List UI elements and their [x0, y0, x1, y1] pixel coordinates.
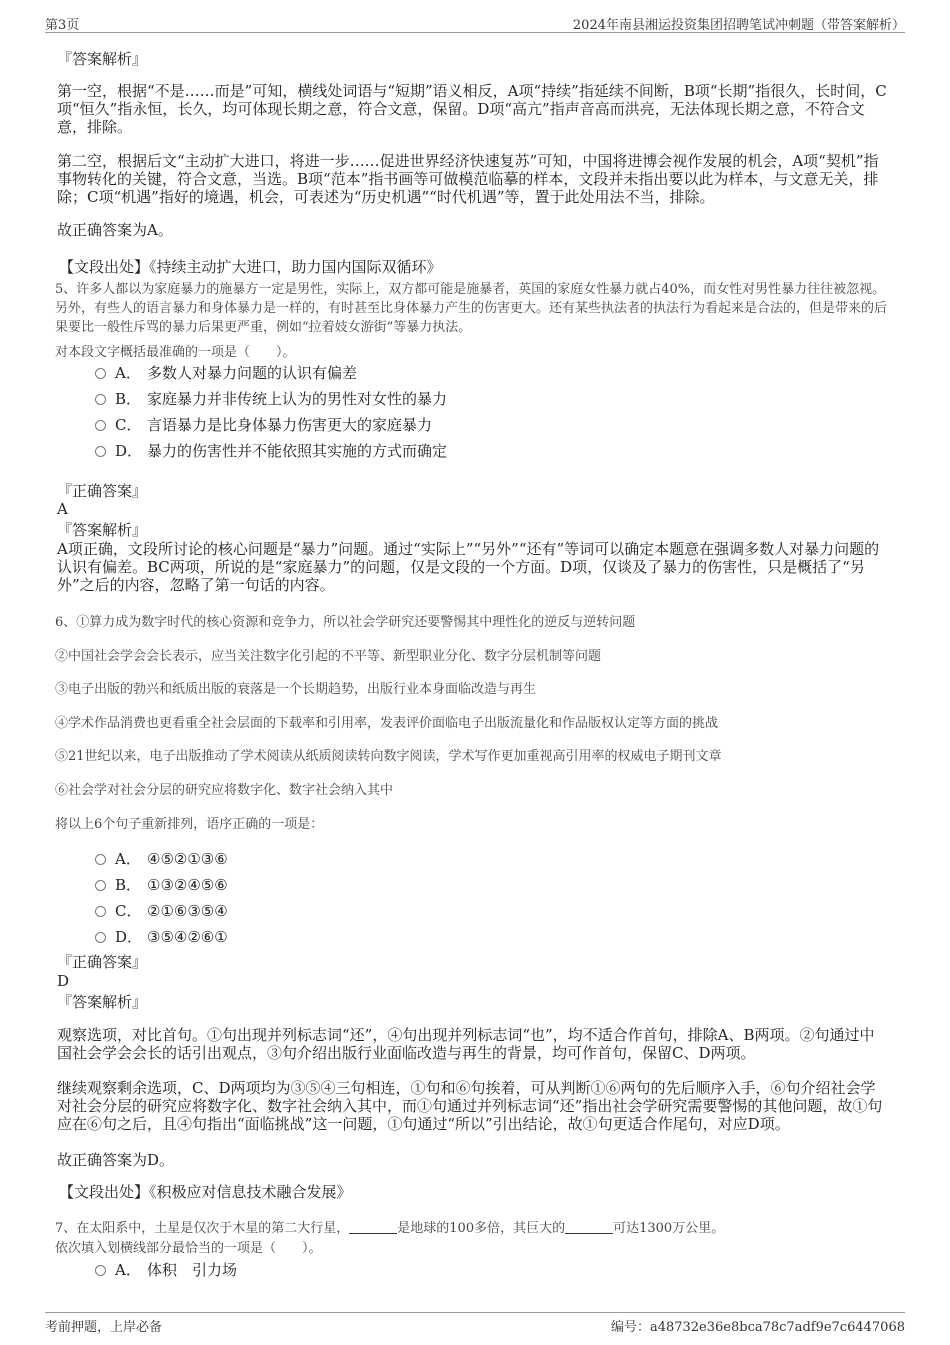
q4-source: 【文段出处】《持续主动扩大进口，助力国内国际双循环》: [59, 258, 442, 276]
radio-icon[interactable]: [95, 368, 106, 379]
radio-icon[interactable]: [95, 394, 106, 405]
q6-sentence-3: ③电子出版的勃兴和纸质出版的衰落是一个长期趋势，出版行业本身面临改造与再生: [55, 682, 537, 697]
q7-option-a[interactable]: A． 体积 引力场: [95, 1259, 237, 1279]
footer-slogan: 考前押题，上岸必备: [45, 1320, 163, 1335]
q6-answer-heading: 『正确答案』: [57, 953, 148, 971]
q6-option-c[interactable]: C． ②①⑥③⑤④: [95, 900, 228, 920]
blank-2: [565, 1221, 613, 1234]
q5-answer-heading: 『正确答案』: [57, 482, 148, 500]
q5-explain: A项正确，文段所讨论的核心问题是“暴力”问题。通过“实际上”“另外”“还有”等词可以确定本题意在强调多数人对暴力问题的认识有偏差。BC两项，所说的是“家庭暴力”的问题，仅是文段的一个方面。D项，仅谈及了暴力的伤害性，只是概括了“另外”之后的内容，忽略了第一句话的内容。: [57, 540, 880, 594]
document-id: 编号：a48732e36e8bca78c7adf9e7c6447068: [610, 1320, 905, 1335]
q4-explain-heading: 『答案解析』: [57, 50, 148, 68]
page-footer: [45, 1312, 905, 1337]
q6-sentence-4: ④学术作品消费也更看重全社会层面的下载率和引用率，发表评价面临电子出版流量化和作品版权认定等方面的挑战: [55, 716, 719, 731]
q6-sentence-2: ②中国社会学会会长表示，应当关注数字化引起的不平等、新型职业分化、数字分层机制等问题: [55, 649, 602, 664]
q5-option-c[interactable]: C． 言语暴力是比身体暴力伤害更大的家庭暴力: [95, 414, 432, 434]
radio-icon[interactable]: [95, 932, 106, 943]
q6-sentence-5: ⑤21世纪以来，电子出版推动了学术阅读从纸质阅读转向数字阅读，学术写作更加重视高引用率的权威电子期刊文章: [55, 749, 722, 764]
q6-option-b[interactable]: B． ①③②④⑤⑥: [95, 874, 228, 894]
q6-conclusion: 故正确答案为D。: [57, 1151, 175, 1169]
q6-answer: D: [57, 972, 70, 990]
q6-explain-p1: 观察选项，对比首句。①句出现并列标志词“还”，④句出现并列标志词“也”，均不适合作首句，排除A、B两项。②句通过中国社会学会会长的话引出观点，③句介绍出版行业面临改造与再生的背景，均可作首句，保留C、D两项。: [57, 1026, 875, 1062]
radio-icon[interactable]: [95, 906, 106, 917]
radio-icon[interactable]: [95, 1265, 106, 1276]
q5-option-b[interactable]: B． 家庭暴力并非传统上认为的男性对女性的暴力: [95, 388, 447, 408]
q4-conclusion: 故正确答案为A。: [57, 221, 173, 239]
q5-option-a[interactable]: A． 多数人对暴力问题的认识有偏差: [95, 362, 357, 382]
page-number: 第3页: [45, 18, 80, 33]
q6-option-d[interactable]: D． ③⑤④②⑥①: [95, 926, 228, 946]
q6-option-a[interactable]: A． ④⑤②①③⑥: [95, 848, 228, 868]
q6-explain-p2: 继续观察剩余选项，C、D两项均为③⑤④三句相连，①句和⑥句挨着，可从判断①⑥两句的先后顺序入手，⑥句介绍社会学对社会分层的研究应将数字化、数字社会纳入其中，而①句通过并列标志词“还”指出社会学研究需要警惕的其他问题，故①句应在⑥句之后，且④句指出“面临挑战”这一问题，①句通过“所以”引出结论，故①句更适合作尾句，对应D项。: [57, 1079, 883, 1133]
q7-stem: 7、在太阳系中，土星是仅次于木星的第二大行星， 是地球的100多倍，其巨大的 可达1300万公里。: [55, 1221, 725, 1236]
radio-icon[interactable]: [95, 420, 106, 431]
q6-sentence-1: 6、①算力成为数字时代的核心资源和竞争力，所以社会学研究还要警惕其中理性化的逆反与逆转问题: [55, 615, 636, 630]
radio-icon[interactable]: [95, 854, 106, 865]
q6-source: 【文段出处】《积极应对信息技术融合发展》: [59, 1183, 352, 1201]
q5-option-d[interactable]: D． 暴力的伤害性并不能依照其实施的方式而确定: [95, 440, 447, 460]
blank-1: [349, 1221, 397, 1234]
q5-explain-heading: 『答案解析』: [57, 521, 148, 539]
q4-explain-p1: 第一空，根据“不是……而是”可知，横线处词语与“短期”语义相反，A项“持续”指延续不间断，B项“长期”指很久，长时间，C项“恒久”指永恒，长久，均可体现长期之意，符合文意，保留。D项“高亢”指声音高而洪亮，无法体现长期之意，不符合文意，排除。: [57, 82, 887, 136]
q5-question: 对本段文字概括最准确的一项是（ ）。: [55, 345, 296, 360]
q6-question: 将以上6个句子重新排列，语序正确的一项是：: [55, 817, 324, 832]
q6-explain-heading: 『答案解析』: [57, 993, 148, 1011]
radio-icon[interactable]: [95, 880, 106, 891]
q7-question: 依次填入划横线部分最恰当的一项是（ ）。: [55, 1241, 322, 1256]
radio-icon[interactable]: [95, 446, 106, 457]
q4-explain-p2: 第二空，根据后文“主动扩大进口，将进一步……促进世界经济快速复苏”可知，中国将进博会视作发展的机会，A项“契机”指事物转化的关键，符合文意，当选。B项“范本”指书画等可做模范临摹的样本，文段并未指出要以此为样本，与文意无关，排除；C项“机遇”指好的境遇，机会，可表述为“历史机遇”“时代机遇”等，置于此处用法不当，排除。: [57, 152, 879, 206]
document-title: 2024年南县湘运投资集团招聘笔试冲刺题（带答案解析）: [572, 18, 905, 33]
q5-answer: A: [57, 500, 68, 518]
page-header: [45, 12, 905, 33]
q5-stem: 5、许多人都以为家庭暴力的施暴方一定是男性，实际上，双方都可能是施暴者，英国的家庭女性暴力就占40%，而女性对男性暴力往往被忽视。另外，有些人的语言暴力和身体暴力是一样的，有时甚至比身体暴力产生的伤害更大。还有某些执法者的执法行为看起来是合法的，但是带来的后果要比一般性斥骂的暴力后果更严重，例如“拉着妓女游街”等暴力执法。: [55, 282, 888, 335]
q6-sentence-6: ⑥社会学对社会分层的研究应将数字化、数字社会纳入其中: [55, 783, 394, 798]
